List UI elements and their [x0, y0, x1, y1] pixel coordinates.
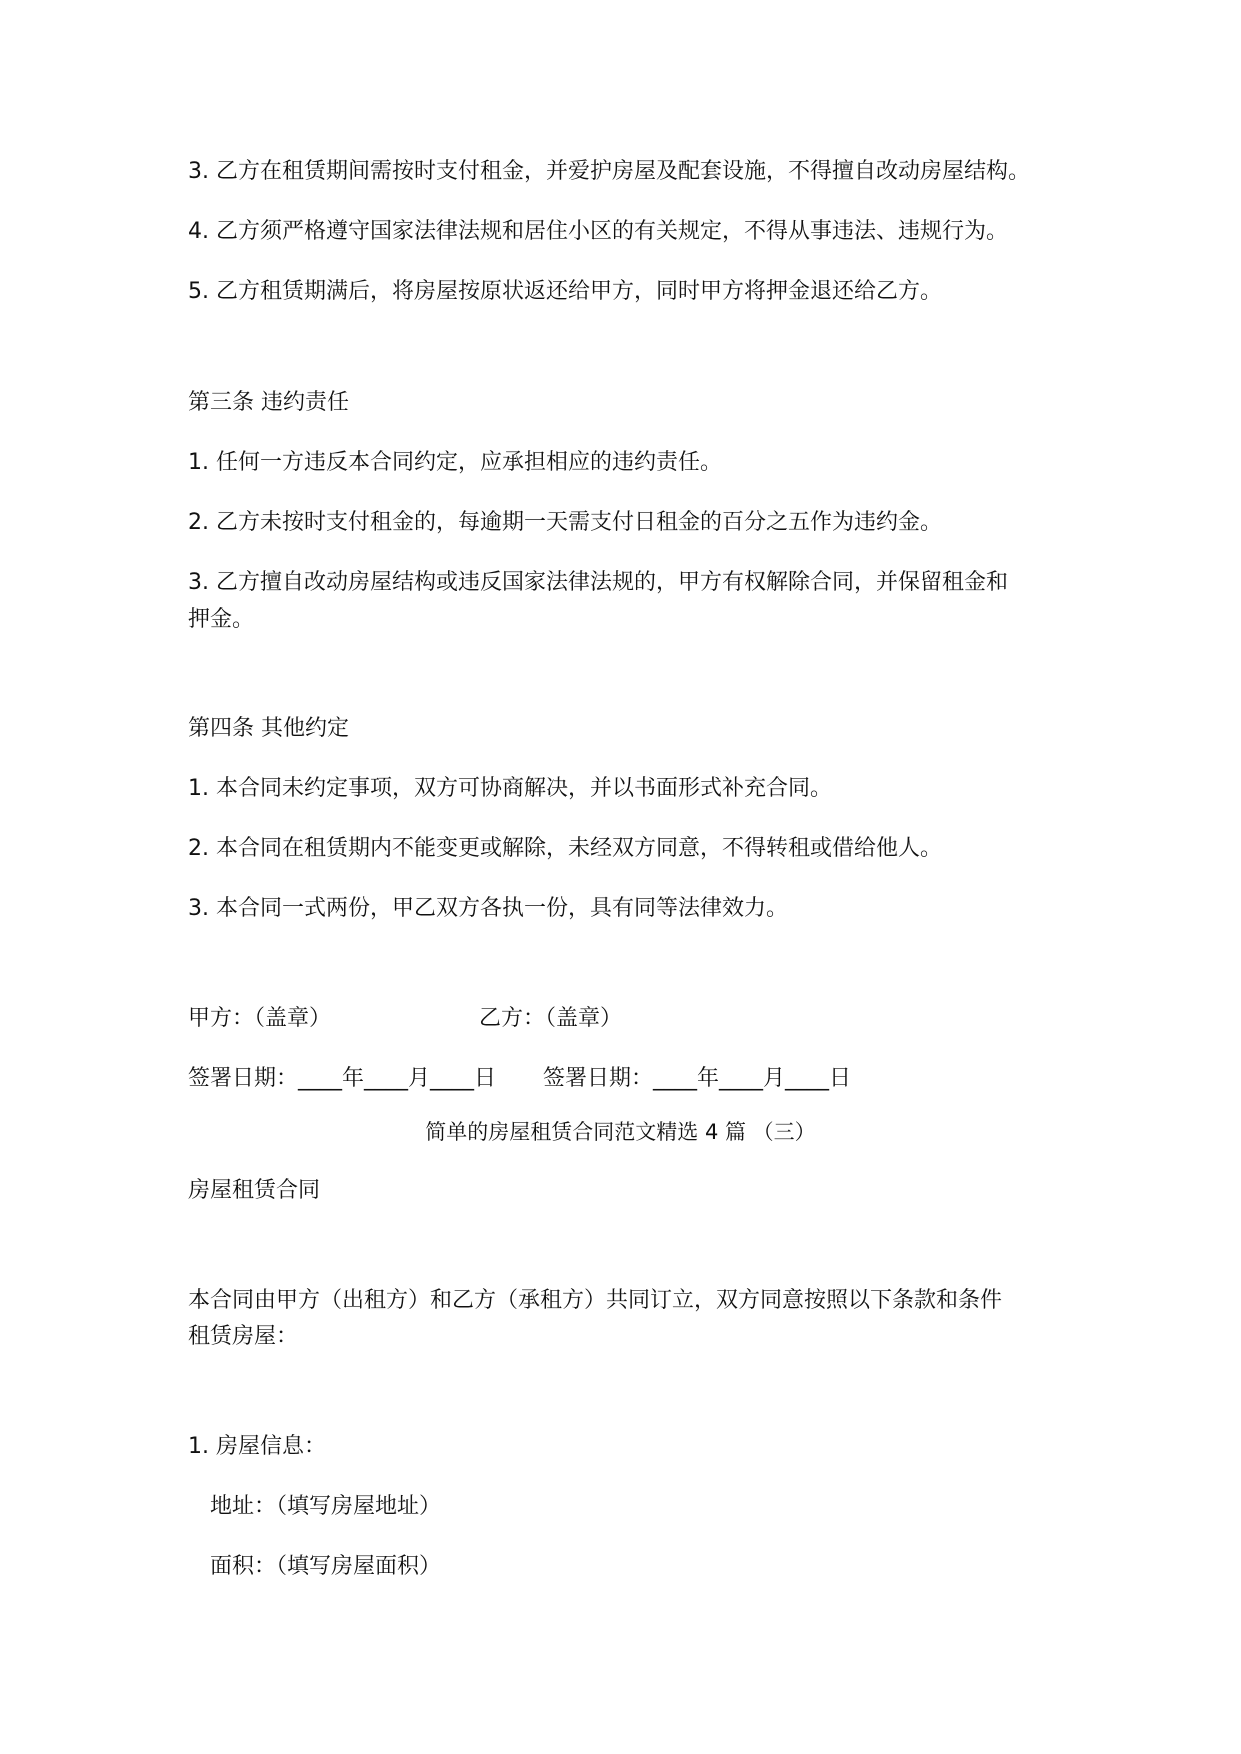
contract-title: 房屋租赁合同: [188, 1178, 321, 1203]
party-b-seal: 乙方：（盖章）: [479, 1006, 623, 1031]
clause-4-item-3: 3. 本合同一式两份，甲乙双方各执一份，具有同等法律效力。: [188, 896, 788, 921]
clause-2-item-3: 3. 乙方在租赁期间需按时支付租金，并爱护房屋及配套设施，不得擅自改动房屋结构。: [188, 159, 1030, 184]
house-area: 面积：（填写房屋面积）: [210, 1554, 442, 1579]
clause-2-item-5: 5. 乙方租赁期满后，将房屋按原状返还给甲方，同时甲方将押金退还给乙方。: [188, 279, 942, 304]
section-3-title: 第三条 违约责任: [188, 390, 349, 415]
house-info-title: 1. 房屋信息：: [188, 1434, 326, 1459]
clause-3-item-2: 2. 乙方未按时支付租金的，每逾期一天需支付日租金的百分之五作为违约金。: [188, 510, 942, 535]
party-b-sign-date: 签署日期：____年____月____日: [543, 1066, 852, 1091]
contract-intro-line-2: 租赁房屋：: [188, 1324, 299, 1349]
section-4-title: 第四条 其他约定: [188, 716, 349, 741]
party-a-seal: 甲方：（盖章）: [188, 1006, 332, 1031]
clause-2-item-4: 4. 乙方须严格遵守国家法律法规和居住小区的有关规定，不得从事违法、违规行为。: [188, 219, 1008, 244]
clause-3-item-3-line-1: 3. 乙方擅自改动房屋结构或违反国家法律法规的，甲方有权解除合同，并保留租金和: [188, 570, 1008, 595]
clause-3-item-3-line-2: 押金。: [188, 607, 255, 632]
clause-4-item-1: 1. 本合同未约定事项，双方可协商解决，并以书面形式补充合同。: [188, 776, 832, 801]
house-address: 地址：（填写房屋地址）: [210, 1494, 442, 1519]
contract-intro-line-1: 本合同由甲方（出租方）和乙方（承租方）共同订立，双方同意按照以下条款和条件: [188, 1288, 1003, 1313]
next-document-heading: 简单的房屋租赁合同范文精选 4 篇 （三）: [425, 1120, 816, 1144]
clause-3-item-1: 1. 任何一方违反本合同约定，应承担相应的违约责任。: [188, 450, 722, 475]
party-a-sign-date: 签署日期：____年____月____日: [188, 1066, 497, 1091]
clause-4-item-2: 2. 本合同在租赁期内不能变更或解除，未经双方同意，不得转租或借给他人。: [188, 836, 942, 861]
